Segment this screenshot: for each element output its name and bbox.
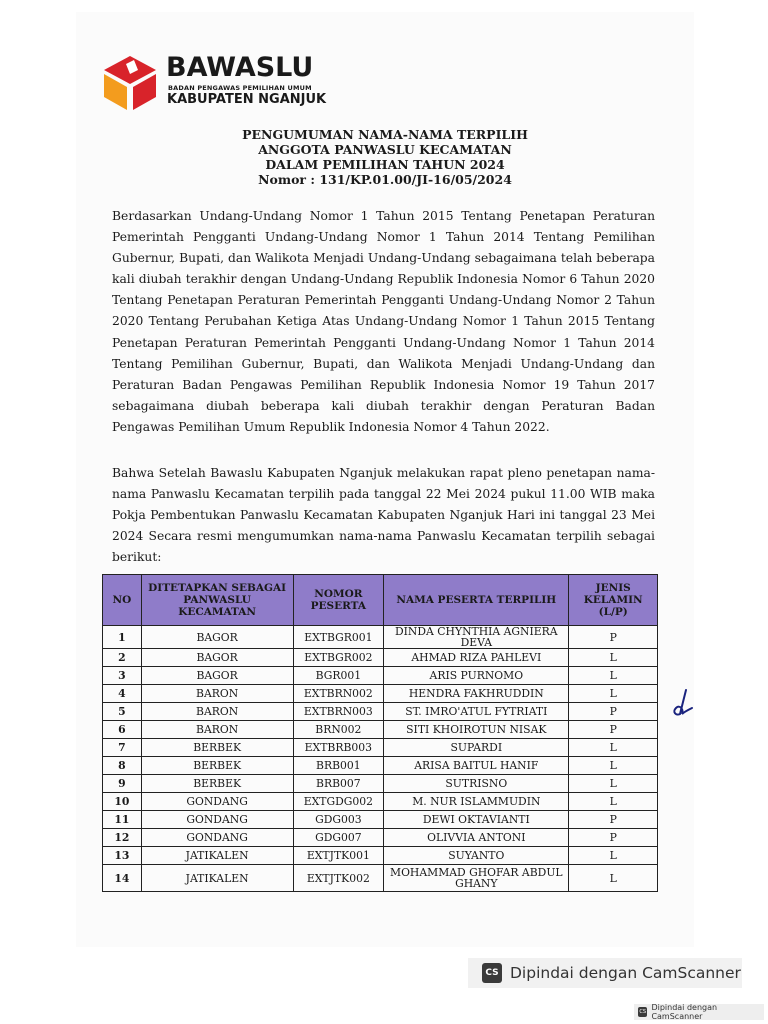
cell-nama: DEWI OKTAVIANTI <box>384 811 569 829</box>
header-kecamatan: DITETAPKAN SEBAGAI PANWASLU KECAMATAN <box>141 575 293 626</box>
table-row <box>103 739 658 757</box>
cell-nomor: GDG007 <box>293 829 384 847</box>
cell-kecamatan: BARON <box>141 703 293 721</box>
cell-kecamatan: BERBEK <box>141 775 293 793</box>
cell-nama: ARISA BAITUL HANIF <box>384 757 569 775</box>
header-nomor-peserta: NOMOR PESERTA <box>293 575 384 626</box>
cell-jk: L <box>569 865 658 892</box>
cell-kecamatan: GONDANG <box>141 811 293 829</box>
cell-nomor: EXTBGR001 <box>293 626 384 649</box>
cell-jk: L <box>569 685 658 703</box>
header-nama-peserta: NAMA PESERTA TERPILIH <box>384 575 569 626</box>
table-row <box>103 626 658 649</box>
cell-nama: M. NUR ISLAMMUDIN <box>384 793 569 811</box>
table-row <box>103 667 658 685</box>
camscanner-badge-text: Dipindai dengan CamScanner <box>510 964 741 982</box>
cell-nama: OLIVVIA ANTONI <box>384 829 569 847</box>
cell-jk: P <box>569 626 658 649</box>
cell-kecamatan: BAGOR <box>141 626 293 649</box>
cell-no: 6 <box>103 721 142 739</box>
cell-no: 12 <box>103 829 142 847</box>
cell-nomor: EXTJTK001 <box>293 847 384 865</box>
header-jenis-kelamin: JENIS KELAMIN (L/P) <box>569 575 658 626</box>
table-row <box>103 757 658 775</box>
cell-jk: P <box>569 721 658 739</box>
cell-nama: DINDA CHYNTHIA AGNIERA DEVA <box>384 626 569 649</box>
cell-nomor: BGR001 <box>293 667 384 685</box>
cell-kecamatan: BARON <box>141 685 293 703</box>
cell-nama: HENDRA FAKHRUDDIN <box>384 685 569 703</box>
results-table <box>102 574 658 892</box>
table-row <box>103 775 658 793</box>
cell-kecamatan: BERBEK <box>141 757 293 775</box>
table-row <box>103 847 658 865</box>
table-row <box>103 685 658 703</box>
table-row <box>103 721 658 739</box>
table-row <box>103 865 658 892</box>
camscanner-badge <box>468 958 742 988</box>
cell-nama: SITI KHOIROTUN NISAK <box>384 721 569 739</box>
cell-nomor: EXTJTK002 <box>293 865 384 892</box>
cell-nomor: BRB007 <box>293 775 384 793</box>
table-header-row <box>103 575 658 626</box>
table-row <box>103 829 658 847</box>
cell-jk: P <box>569 829 658 847</box>
header-no: NO <box>103 575 142 626</box>
cell-jk: L <box>569 757 658 775</box>
cell-no: 14 <box>103 865 142 892</box>
cell-nomor: BRB001 <box>293 757 384 775</box>
cell-nomor: BRN002 <box>293 721 384 739</box>
cell-nama: MOHAMMAD GHOFAR ABDUL GHANY <box>384 865 569 892</box>
cell-no: 8 <box>103 757 142 775</box>
cell-jk: L <box>569 667 658 685</box>
camscanner-small-icon: CS <box>639 1009 647 1015</box>
signature-mark-icon <box>668 686 696 722</box>
cell-jk: L <box>569 793 658 811</box>
cell-no: 1 <box>103 626 142 649</box>
bawaslu-logo <box>100 50 340 116</box>
cell-jk: L <box>569 649 658 667</box>
cell-kecamatan: JATIKALEN <box>141 847 293 865</box>
camscanner-icon: CS <box>482 963 502 983</box>
cell-no: 4 <box>103 685 142 703</box>
cell-no: 7 <box>103 739 142 757</box>
cell-nomor: EXTBRB003 <box>293 739 384 757</box>
cell-nama: SUYANTO <box>384 847 569 865</box>
cell-nama: SUPARDI <box>384 739 569 757</box>
cell-kecamatan: BAGOR <box>141 649 293 667</box>
cell-nama: ST. IMRO'ATUL FYTRIATI <box>384 703 569 721</box>
logo-region: KABUPATEN NGANJUK <box>167 92 327 107</box>
cell-nama: ARIS PURNOMO <box>384 667 569 685</box>
cell-no: 13 <box>103 847 142 865</box>
cell-nama: SUTRISNO <box>384 775 569 793</box>
table-row <box>103 703 658 721</box>
title-line-3: DALAM PEMILIHAN TAHUN 2024 <box>265 157 505 172</box>
title-line-1: PENGUMUMAN NAMA-NAMA TERPILIH <box>242 127 528 142</box>
cell-nomor: EXTBRN002 <box>293 685 384 703</box>
table-row <box>103 793 658 811</box>
paragraph-announcement: Bahwa Setelah Bawaslu Kabupaten Nganjuk melakukan rapat pleno penetapan nama-nama Panwaslu Kecamatan terpilih pada tanggal 22 Mei 2024 pukul 11.00 WIB maka Pokja Pembentukan Panwaslu Kecamatan Kabupaten Nganjuk Hari ini tanggal 23 Mei 2024 Secara resmi mengumumkan nama-nama Panwaslu Kecamatan terpilih sebagai berikut: <box>112 466 655 565</box>
paragraph-legal-basis: Berdasarkan Undang-Undang Nomor 1 Tahun 2015 Tentang Penetapan Peraturan Pemerintah Pengganti Undang-Undang Nomor 1 Tahun 2014 Tentang Pemilihan Gubernur, Bupati, dan Walikota Menjadi Undang-Undang sebagaimana telah beberapa kali diubah terakhir dengan Undang-Undang Republik Indonesia Nomor 6 Tahun 2020 Tentang Penetapan Peraturan Pemerintah Pengganti Undang-Undang Nomor 2 Tahun 2020 Tentang Perubahan Ketiga Atas Undang-Undang Nomor 1 Tahun 2015 Tentang Penetapan Peraturan Pemerintah Pengganti Undang-Undang Nomor 1 Tahun 2014 Tentang Pemilihan Gubernur, Bupati, dan Walikota Menjadi Undang-Undang dan Peraturan Badan Pengawas Pemilihan Republik Indonesia Nomor 19 Tahun 2017 sebagaimana diubah beberapa kali diubah terakhir dengan Peraturan Badan Pengawas Pemilihan Umum Republik Indonesia Nomor 4 Tahun 2022. <box>112 209 655 434</box>
cell-no: 2 <box>103 649 142 667</box>
cell-no: 11 <box>103 811 142 829</box>
table-row <box>103 649 658 667</box>
cell-nomor: EXTGDG002 <box>293 793 384 811</box>
cell-no: 5 <box>103 703 142 721</box>
cell-jk: L <box>569 847 658 865</box>
title-line-2: ANGGOTA PANWASLU KECAMATAN <box>258 142 512 157</box>
cell-jk: P <box>569 811 658 829</box>
cell-nama: AHMAD RIZA PAHLEVI <box>384 649 569 667</box>
cell-no: 10 <box>103 793 142 811</box>
camscanner-footer-text: Dipindai dengan CamScanner <box>651 1003 718 1021</box>
cell-kecamatan: GONDANG <box>141 829 293 847</box>
document-number: Nomor : 131/KP.01.00/JI-16/05/2024 <box>258 172 512 187</box>
bawaslu-emblem-icon <box>100 52 162 112</box>
cell-kecamatan: GONDANG <box>141 793 293 811</box>
logo-name: BAWASLU <box>166 52 314 83</box>
cell-kecamatan: BARON <box>141 721 293 739</box>
cell-jk: L <box>569 775 658 793</box>
table-row <box>103 811 658 829</box>
logo-subtitle: BADAN PENGAWAS PEMILIHAN UMUM <box>168 84 312 92</box>
cell-jk: L <box>569 739 658 757</box>
cell-no: 3 <box>103 667 142 685</box>
cell-nomor: EXTBRN003 <box>293 703 384 721</box>
camscanner-footer <box>634 1004 764 1020</box>
cell-kecamatan: JATIKALEN <box>141 865 293 892</box>
cell-kecamatan: BERBEK <box>141 739 293 757</box>
cell-no: 9 <box>103 775 142 793</box>
cell-jk: P <box>569 703 658 721</box>
cell-nomor: GDG003 <box>293 811 384 829</box>
cell-nomor: EXTBGR002 <box>293 649 384 667</box>
cell-kecamatan: BAGOR <box>141 667 293 685</box>
